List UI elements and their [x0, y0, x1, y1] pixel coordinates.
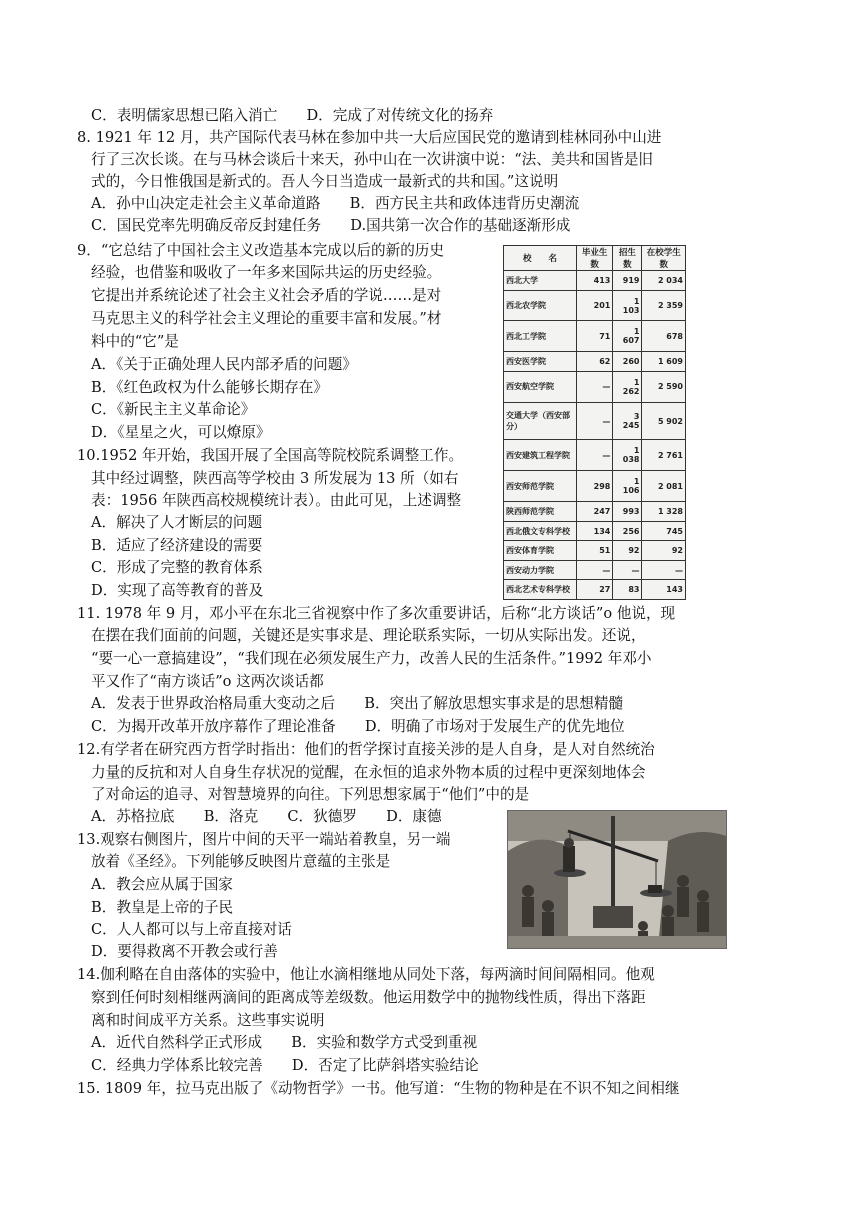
- university-statistics-table: [503, 245, 686, 600]
- table-row: [504, 440, 686, 471]
- value-cell: 2 590: [642, 371, 686, 402]
- value-cell: 413: [577, 271, 613, 291]
- value-cell: 1 038: [613, 440, 642, 471]
- text-line: 10.1952 年开始，我国开展了全国高等院校院系调整工作。: [77, 447, 464, 464]
- table-row: [504, 290, 686, 321]
- table-row: [504, 402, 686, 439]
- text-line: 在摆在我们面前的问题，关键还是实事求是、理论联系实际，一切从实际出发。还说，: [91, 627, 646, 644]
- value-cell: 5 902: [642, 402, 686, 439]
- text-line: 马克思主义的科学社会主义理论的重要丰富和发展。”材: [91, 310, 442, 327]
- school-name-cell: 交通大学（西安部分）: [504, 402, 577, 439]
- value-cell: 1 609: [642, 352, 686, 372]
- value-cell: 2 761: [642, 440, 686, 471]
- school-name-cell: 西北工学院: [504, 321, 577, 352]
- school-name-cell: 西安航空学院: [504, 371, 577, 402]
- text-line: 14.伽利略在自由落体的实验中，他让水滴相继地从同处下落，每两滴时间间隔相同。他观: [77, 966, 655, 983]
- text-line: 察到任何时刻相继两滴间的距离成等差级数。他运用数学中的抛物线性质，得出下落距: [91, 989, 646, 1006]
- table-row: [504, 541, 686, 561]
- school-name-cell: 西北艺术专科学校: [504, 580, 577, 600]
- text-line: B．《红色政权为什么能够长期存在》: [91, 379, 328, 396]
- text-line: 力量的反抗和对人自身生存状况的觉醒，在永恒的追求外物本质的过程中更深刻地体会: [91, 764, 646, 781]
- value-cell: 71: [577, 321, 613, 352]
- text-line: A．孙中山决定走社会主义革命道路 B．西方民主共和政体违背历史潮流: [91, 195, 580, 212]
- school-name-cell: 西安建筑工程学院: [504, 440, 577, 471]
- text-line: C．人人都可以与上帝直接对话: [91, 921, 292, 938]
- text-line: B．教皇是上帝的子民: [91, 899, 234, 916]
- school-name-cell: 西安动力学院: [504, 560, 577, 580]
- text-line: A．教会应从属于国家: [91, 876, 233, 893]
- value-cell: 256: [613, 521, 642, 541]
- text-line: “要一心一意搞建设”，“我们现在必须发展生产力，改善人民的生活条件。”1992 年邓小: [91, 650, 652, 667]
- value-cell: 247: [577, 502, 613, 522]
- text-line: D．《星星之火，可以燎原》: [91, 424, 271, 441]
- header-enrollment: 招生数: [613, 246, 642, 271]
- value-cell: 1 607: [613, 321, 642, 352]
- value-cell: 298: [577, 471, 613, 502]
- value-cell: 201: [577, 290, 613, 321]
- text-line: D．实现了高等教育的普及: [91, 582, 264, 599]
- text-line: A．《关于正确处理人民内部矛盾的问题》: [91, 356, 357, 373]
- value-cell: 745: [642, 521, 686, 541]
- value-cell: —: [642, 560, 686, 580]
- value-cell: —: [577, 371, 613, 402]
- value-cell: 260: [613, 352, 642, 372]
- text-line: 平又作了“南方谈话”o 这两次谈话都: [91, 673, 324, 690]
- text-line: 行了三次长谈。在与马林会谈后十来天，孙中山在一次讲演中说：“法、美共和国皆是旧: [91, 151, 654, 168]
- value-cell: 2 034: [642, 271, 686, 291]
- text-line: 15. 1809 年，拉马克出版了《动物哲学》一书。他写道：“生物的物种是在不识不知之间相继: [77, 1080, 680, 1097]
- value-cell: 62: [577, 352, 613, 372]
- value-cell: —: [577, 402, 613, 439]
- school-name-cell: 陕西师范学院: [504, 502, 577, 522]
- text-line: 式的，今日惟俄国是新式的。吾人今日当造成一最新式的共和国。”这说明: [91, 173, 559, 190]
- value-cell: 2 081: [642, 471, 686, 502]
- text-line: 9．“它总结了中国社会主义改造基本完成以后的新的历史: [77, 242, 444, 259]
- value-cell: 2 359: [642, 290, 686, 321]
- text-line: 其中经过调整，陕西高等学校由 3 所发展为 13 所（如右: [91, 470, 459, 487]
- table-row: [504, 560, 686, 580]
- table-row: [504, 271, 686, 291]
- value-cell: 3 245: [613, 402, 642, 439]
- text-line: 它提出并系统论述了社会主义社会矛盾的学说……是对: [91, 287, 442, 304]
- table-row: [504, 371, 686, 402]
- school-name-cell: 西北农学院: [504, 290, 577, 321]
- value-cell: 1 262: [613, 371, 642, 402]
- text-line: A．解决了人才断层的问题: [91, 514, 263, 531]
- text-line: 表：1956 年陕西高校规模统计表）。由此可见，上述调整: [91, 492, 462, 509]
- text-line: A．苏格拉底 B．洛克 C．狄德罗 D．康德: [91, 808, 442, 825]
- value-cell: 92: [642, 541, 686, 561]
- header-students: 在校学生数: [642, 246, 686, 271]
- value-cell: —: [577, 560, 613, 580]
- value-cell: 919: [613, 271, 642, 291]
- table-row: [504, 471, 686, 502]
- header-school-name: 校 名: [504, 246, 577, 271]
- text-line: D．要得救离不开教会或行善: [91, 943, 278, 960]
- value-cell: 134: [577, 521, 613, 541]
- text-line: 12.有学者在研究西方哲学时指出：他们的哲学探讨直接关涉的是人自身，是人对自然统治: [77, 741, 655, 758]
- pope-bible-scale-picture: [507, 810, 727, 949]
- text-line: A．发表于世界政治格局重大变动之后 B．突出了解放思想实事求是的思想精髓: [91, 695, 624, 712]
- text-line: B．适应了经济建设的需要: [91, 537, 263, 554]
- text-line: 料中的“它”是: [91, 333, 179, 350]
- school-name-cell: 西安体育学院: [504, 541, 577, 561]
- value-cell: 92: [613, 541, 642, 561]
- text-line: 13.观察右侧图片，图片中间的天平一端站着教皇，另一端: [77, 831, 451, 848]
- text-line: C．表明儒家思想已陷入消亡 D．完成了对传统文化的扬弃: [91, 107, 494, 124]
- text-line: C．形成了完整的教育体系: [91, 559, 263, 576]
- value-cell: 993: [613, 502, 642, 522]
- value-cell: —: [613, 560, 642, 580]
- table-row: [504, 502, 686, 522]
- school-name-cell: 西北俄文专科学校: [504, 521, 577, 541]
- table-row: [504, 352, 686, 372]
- value-cell: 678: [642, 321, 686, 352]
- text-line: C．经典力学体系比较完善 D．否定了比萨斜塔实验结论: [91, 1057, 479, 1074]
- school-name-cell: 西安师范学院: [504, 471, 577, 502]
- text-line: 11. 1978 年 9 月，邓小平在东北三省视察中作了多次重要讲话，后称“北方谈话”o 他说，现: [77, 605, 676, 622]
- text-line: A．近代自然科学正式形成 B．实验和数学方式受到重视: [91, 1034, 478, 1051]
- text-line: 了对命运的追寻、对智慧境界的向往。下列思想家属于“他们”中的是: [91, 786, 530, 803]
- header-graduates: 毕业生数: [577, 246, 613, 271]
- value-cell: 51: [577, 541, 613, 561]
- text-line: C．为揭开改革开放序幕作了理论准备 D．明确了市场对于发展生产的优先地位: [91, 718, 625, 735]
- engraving-illustration: [508, 811, 726, 948]
- table-header-row: [504, 246, 686, 271]
- table-row: [504, 521, 686, 541]
- value-cell: —: [577, 440, 613, 471]
- table-row: [504, 321, 686, 352]
- text-line: 经验，也借鉴和吸收了一年多来国际共运的历史经验。: [91, 264, 442, 281]
- table-row: [504, 580, 686, 600]
- school-name-cell: 西北大学: [504, 271, 577, 291]
- school-name-cell: 西安医学院: [504, 352, 577, 372]
- value-cell: 1 328: [642, 502, 686, 522]
- value-cell: 27: [577, 580, 613, 600]
- value-cell: 83: [613, 580, 642, 600]
- text-line: 8. 1921 年 12 月，共产国际代表马林在参加中共一大后应国民党的邀请到桂林同孙中山进: [77, 129, 662, 146]
- text-line: C．国民党率先明确反帝反封建任务 D.国共第一次合作的基础逐渐形成: [91, 217, 571, 234]
- text-line: C．《新民主主义革命论》: [91, 401, 256, 418]
- value-cell: 1 103: [613, 290, 642, 321]
- value-cell: 143: [642, 580, 686, 600]
- text-line: 放着《圣经》。下列能够反映图片意蕴的主张是: [91, 853, 391, 870]
- value-cell: 1 106: [613, 471, 642, 502]
- text-line: 离和时间成平方关系。这些事实说明: [91, 1012, 325, 1029]
